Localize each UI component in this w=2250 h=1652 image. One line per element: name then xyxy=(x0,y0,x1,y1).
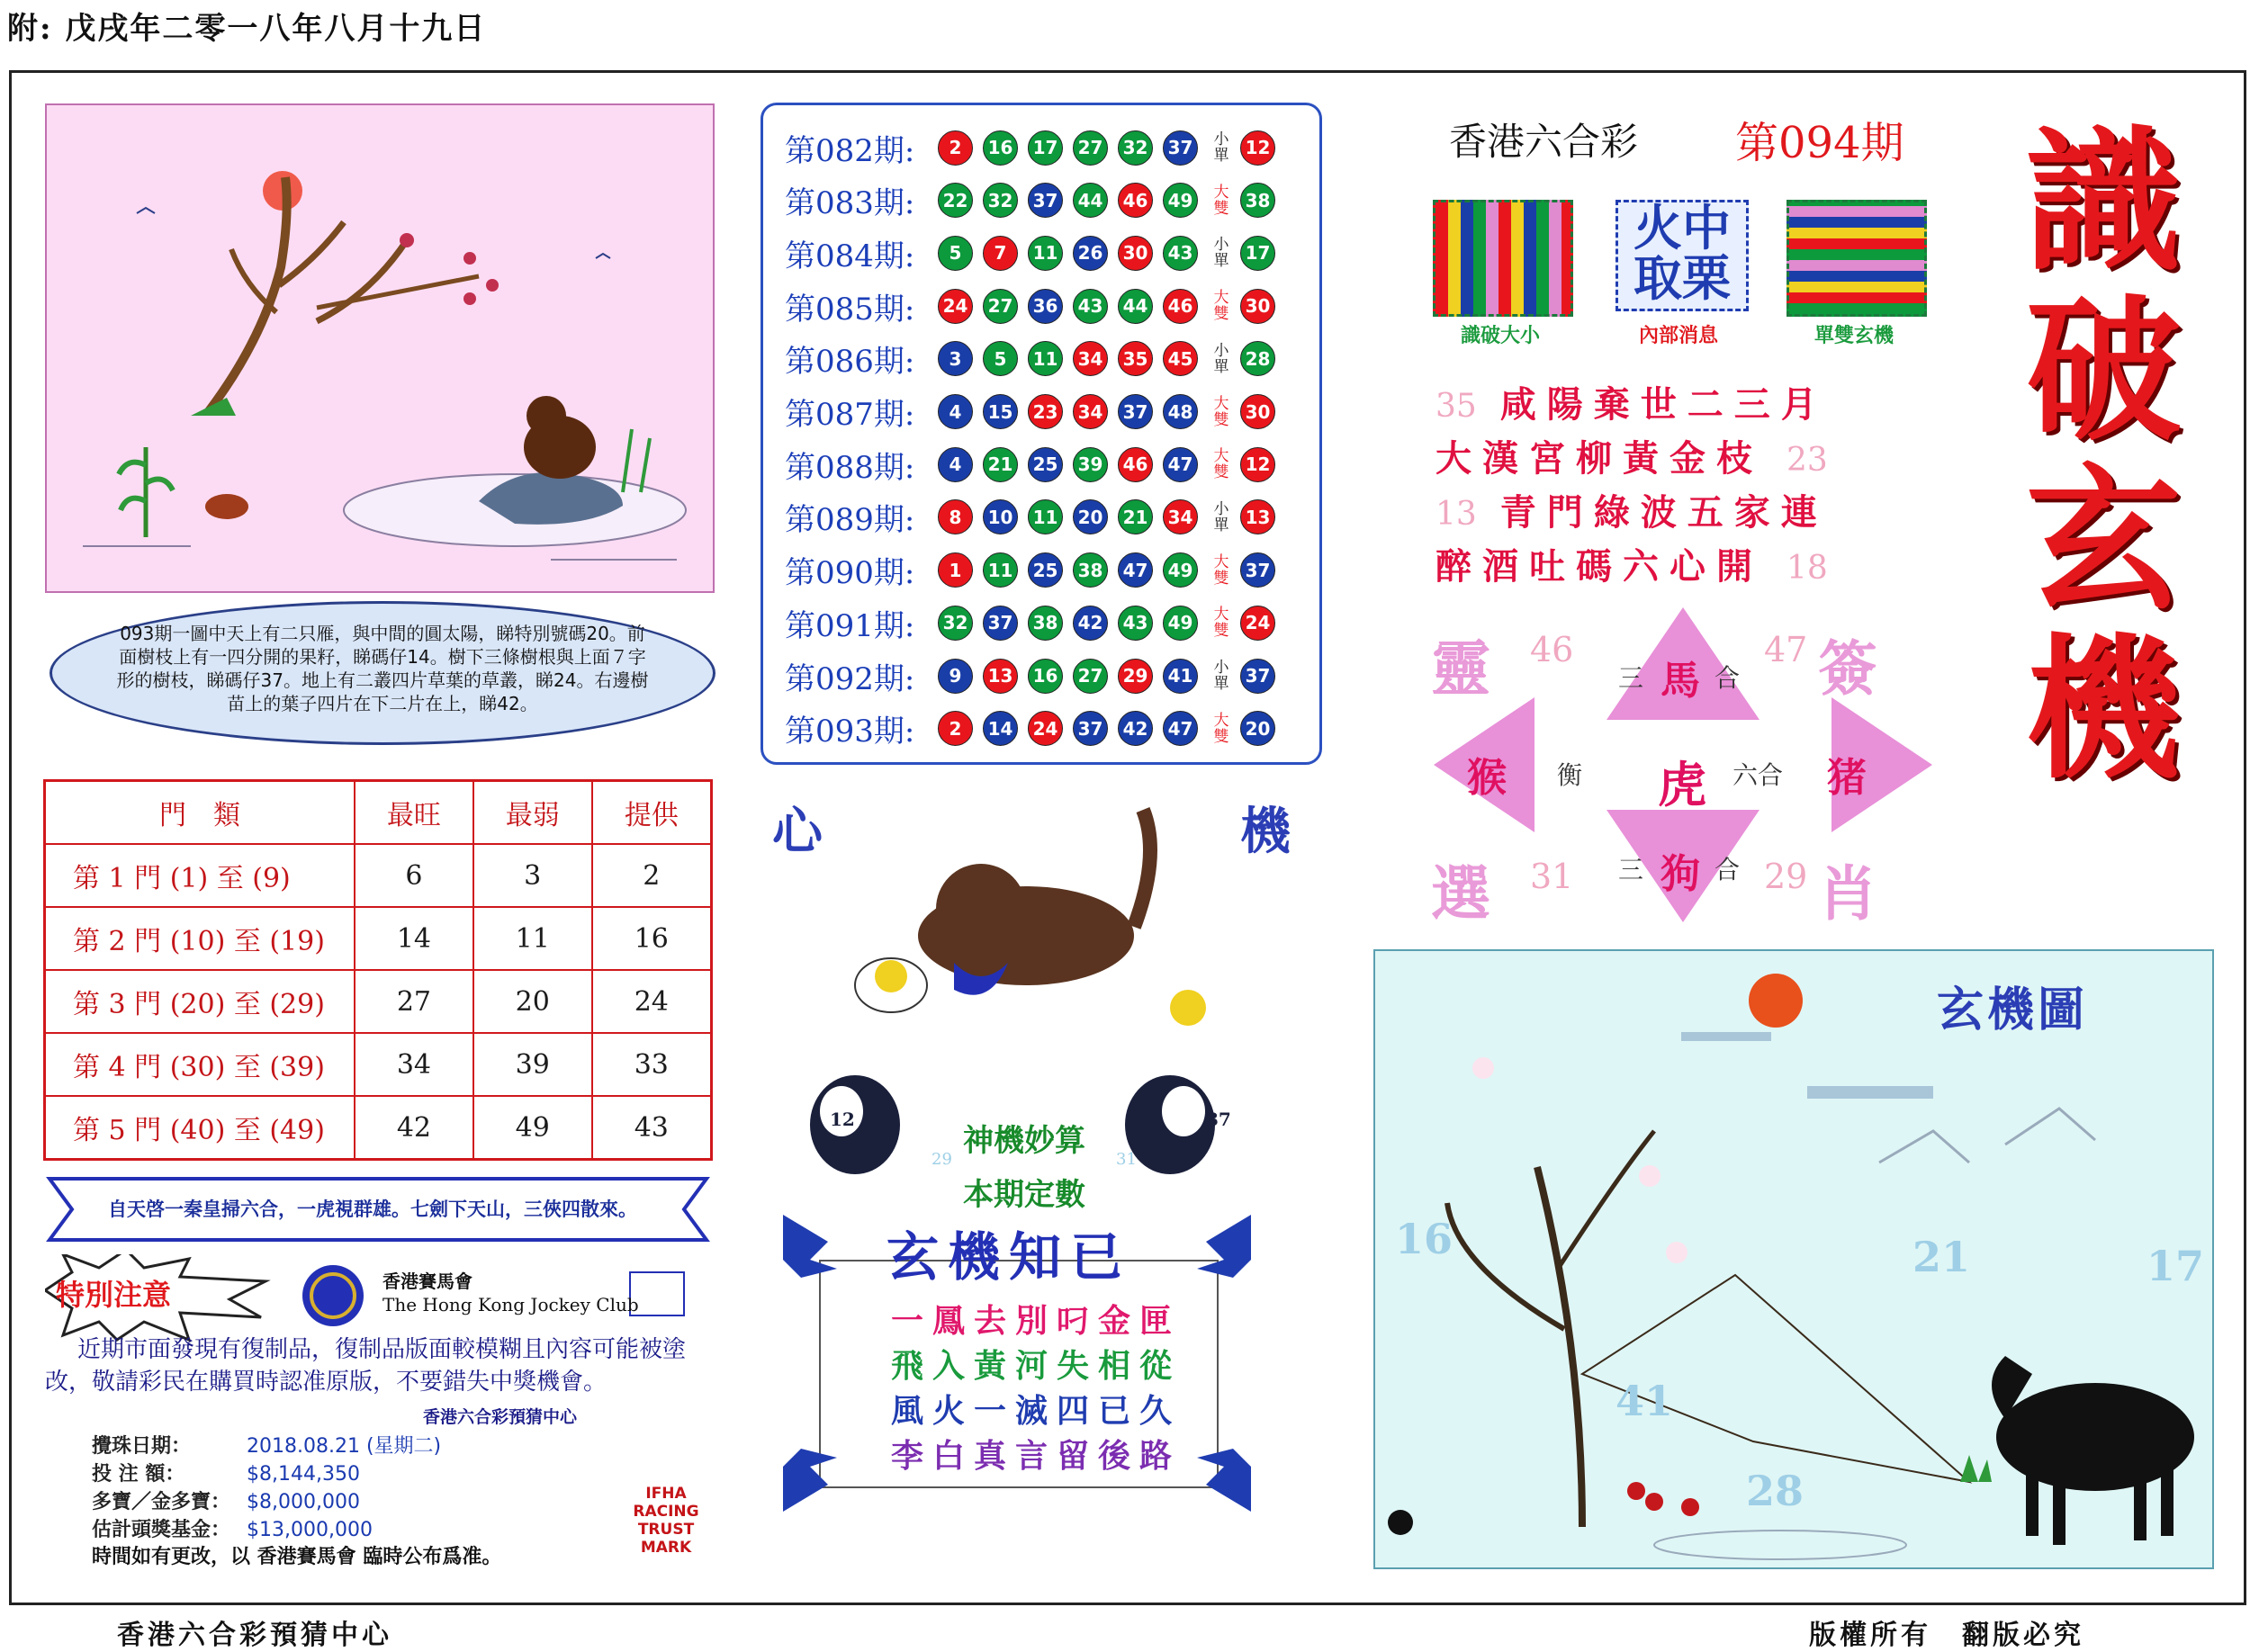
result-tag xyxy=(1208,184,1235,217)
draw-value: 2018.08.21 (星期二) xyxy=(247,1435,442,1458)
col-give: 提供 xyxy=(592,781,712,845)
special-ball: 37 xyxy=(1240,552,1275,588)
corner-glyph-tl: 靈 xyxy=(1431,633,1490,704)
result-tag xyxy=(1208,448,1235,480)
lottery-ball: 44 xyxy=(1118,289,1153,324)
gate-max: 14 xyxy=(355,907,473,970)
gate-max: 6 xyxy=(355,844,473,907)
result-tag xyxy=(1208,343,1235,375)
special-ball: 30 xyxy=(1240,289,1275,324)
gate-name: 第 1 門 (1) 至 (9) xyxy=(45,844,356,907)
lottery-ball: 27 xyxy=(983,289,1018,324)
lottery-ball: 22 xyxy=(938,183,973,218)
footer-right: 版權所有 翻版必究 xyxy=(1809,1620,2084,1651)
result-issue: 第092期: xyxy=(785,660,915,697)
result-issue: 第082期: xyxy=(785,132,915,169)
col-gate: 門 類 xyxy=(45,781,356,845)
tag-size: 大 xyxy=(1213,552,1229,571)
banner-text: 自天啓一秦皇掃六合，一虎視群雄。七劍下天山，三俠四散來。 xyxy=(108,1199,637,1220)
lottery-ball: 43 xyxy=(1163,236,1198,271)
lottery-ball: 47 xyxy=(1163,447,1198,482)
heng-label: 衡 xyxy=(1557,760,1583,790)
verse-post: 18 xyxy=(1786,550,1828,587)
result-tag xyxy=(1208,501,1235,534)
riddle-note: 093期一圖中天上有二只雁，與中間的圓太陽，睇特別號碼20。前面樹枝上有一四分開的果籽，睇碼仔14。樹下三條樹根與上面７字形的樹枝，睇碼仔37。地上有二叢四片草葉的草叢，睇24。右邊樹苗上的葉子四片在下二片在上，睇42。 xyxy=(50,601,716,745)
table-row xyxy=(45,970,712,1033)
lottery-ball: 43 xyxy=(1073,289,1108,324)
san-bottom: 三 xyxy=(1618,855,1644,884)
tag-size: 大 xyxy=(1213,289,1229,308)
diamond-num-tl: 46 xyxy=(1530,630,1574,669)
lottery-ball: 46 xyxy=(1163,289,1198,324)
huo-zhong-qu-li-box: 火中取栗 xyxy=(1616,200,1749,311)
tag-size: 大 xyxy=(1213,447,1229,466)
lottery-ball: 47 xyxy=(1163,711,1198,746)
draw-row xyxy=(92,1488,441,1516)
lottery-ball: 25 xyxy=(1028,447,1063,482)
known-title: 玄機知已 xyxy=(886,1226,1132,1288)
lottery-ball: 10 xyxy=(983,499,1018,534)
special-ball: 20 xyxy=(1240,711,1275,746)
riddle-illustration xyxy=(45,103,715,593)
zodiac-left: 猴 xyxy=(1467,755,1507,801)
lottery-ball: 47 xyxy=(1118,552,1153,588)
lottery-ball: 29 xyxy=(1118,659,1153,694)
jockey-club-en: The Hong Kong Jockey Club xyxy=(382,1294,639,1315)
cat-chicks-image xyxy=(774,801,1260,1224)
lottery-ball: 34 xyxy=(1073,394,1108,429)
result-tag xyxy=(1208,713,1235,745)
dog-left-number: 12 xyxy=(830,1109,855,1130)
result-row xyxy=(785,492,1285,543)
verse-line xyxy=(1436,538,1828,589)
lottery-ball: 32 xyxy=(1118,130,1153,166)
zodiac-right: 猪 xyxy=(1827,755,1867,801)
table-row xyxy=(45,1033,712,1096)
gate-min: 20 xyxy=(473,970,592,1033)
footer-left: 香港六合彩預猜中心 xyxy=(117,1620,392,1651)
tag-parity: 雙 xyxy=(1213,569,1229,588)
tag-size: 小 xyxy=(1213,659,1229,677)
poem-line: 飛入黃河失相從 xyxy=(891,1347,1182,1385)
lottery-ball: 42 xyxy=(1118,711,1153,746)
gate-give: 24 xyxy=(592,970,712,1033)
tag-size: 小 xyxy=(1213,499,1229,518)
mosaic-parity xyxy=(1786,200,1927,317)
lottery-ball: 46 xyxy=(1118,183,1153,218)
gate-min: 3 xyxy=(473,844,592,907)
lottery-ball: 2 xyxy=(938,130,973,166)
wing-right-glyph: 機 xyxy=(1240,802,1291,861)
gate-max: 27 xyxy=(355,970,473,1033)
result-row xyxy=(785,122,1285,173)
table-row xyxy=(45,844,712,907)
lottery-ball: 37 xyxy=(983,606,1018,641)
lottery-ball: 45 xyxy=(1163,341,1198,376)
lottery-ball: 48 xyxy=(1163,394,1198,429)
lottery-ball: 11 xyxy=(1028,499,1063,534)
result-issue: 第085期: xyxy=(785,291,915,328)
result-row xyxy=(785,597,1285,648)
tag-parity: 單 xyxy=(1213,252,1229,271)
lottery-ball: 44 xyxy=(1073,183,1108,218)
poem-line: 一鳳去別叼金匣 xyxy=(891,1302,1182,1340)
draw-row xyxy=(92,1516,441,1544)
special-ball: 17 xyxy=(1240,236,1275,271)
mosaic-size xyxy=(1433,200,1573,317)
special-ball: 38 xyxy=(1240,183,1275,218)
result-tag xyxy=(1208,606,1235,639)
gate-give: 2 xyxy=(592,844,712,907)
lottery-ball: 20 xyxy=(1073,499,1108,534)
result-issue: 第086期: xyxy=(785,344,915,381)
result-issue: 第088期: xyxy=(785,449,915,486)
lottery-ball: 27 xyxy=(1073,659,1108,694)
lottery-name: 香港六合彩 xyxy=(1449,120,1639,164)
gate-name: 第 3 門 (20) 至 (29) xyxy=(45,970,356,1033)
special-ball: 28 xyxy=(1240,341,1275,376)
scene-number: 16 xyxy=(1395,1215,1454,1263)
tag-parity: 雙 xyxy=(1213,199,1229,218)
scene-number: 17 xyxy=(2146,1242,2205,1290)
lottery-ball: 26 xyxy=(1073,236,1108,271)
result-issue: 第087期: xyxy=(785,397,915,433)
col-min: 最弱 xyxy=(473,781,592,845)
gate-give: 33 xyxy=(592,1033,712,1096)
special-ball: 30 xyxy=(1240,394,1275,429)
verse-text: 大漢宮柳黃金枝 xyxy=(1436,437,1763,480)
zodiac-center: 虎 xyxy=(1658,756,1706,813)
tree-scene-image xyxy=(47,105,713,591)
lottery-ball: 4 xyxy=(938,394,973,429)
liuhe-label: 六合 xyxy=(1732,760,1784,790)
diamond-num-tr: 47 xyxy=(1764,630,1808,669)
mosaic-parity-label: 單雙玄機 xyxy=(1814,324,1894,347)
lottery-ball: 38 xyxy=(1073,552,1108,588)
gate-give: 16 xyxy=(592,907,712,970)
lottery-ball: 2 xyxy=(938,711,973,746)
hint-line-b: 本期定數 xyxy=(963,1177,1085,1213)
title-char: 識 xyxy=(2026,110,2181,292)
lottery-ball: 24 xyxy=(938,289,973,324)
draw-footer: 時間如有更改，以 香港賽馬會 臨時公布爲准。 xyxy=(92,1546,502,1568)
lottery-ball: 46 xyxy=(1118,447,1153,482)
lottery-ball: 16 xyxy=(983,130,1018,166)
result-row xyxy=(785,228,1285,278)
result-tag xyxy=(1208,237,1235,269)
draw-row xyxy=(92,1460,441,1488)
lottery-ball: 49 xyxy=(1163,606,1198,641)
tag-parity: 單 xyxy=(1213,675,1229,693)
verse-pre: 13 xyxy=(1436,496,1477,533)
tag-size: 大 xyxy=(1213,183,1229,202)
he-bottom: 合 xyxy=(1714,855,1741,884)
result-issue: 第090期: xyxy=(785,555,915,592)
result-issue: 第083期: xyxy=(785,185,915,222)
tag-parity: 雙 xyxy=(1213,727,1229,746)
result-row xyxy=(785,387,1285,437)
lottery-ball: 11 xyxy=(1028,341,1063,376)
lottery-ball: 5 xyxy=(983,341,1018,376)
san-top: 三 xyxy=(1618,663,1644,693)
draw-label: 多寶／金多寶： xyxy=(92,1491,231,1513)
lottery-ball: 43 xyxy=(1118,606,1153,641)
tag-parity: 雙 xyxy=(1213,622,1229,641)
title-char: 玄 xyxy=(2026,448,2181,631)
tag-parity: 雙 xyxy=(1213,305,1229,324)
lottery-ball: 13 xyxy=(983,659,1018,694)
gate-name: 第 2 門 (10) 至 (19) xyxy=(45,907,356,970)
result-row xyxy=(785,704,1285,754)
lottery-ball: 37 xyxy=(1073,711,1108,746)
lottery-ball: 36 xyxy=(1028,289,1063,324)
title-char: 破 xyxy=(2026,279,2181,462)
scene-number: 21 xyxy=(1912,1233,1971,1281)
result-row xyxy=(785,651,1285,701)
lottery-ball: 11 xyxy=(983,552,1018,588)
corner-glyph-br: 肖 xyxy=(1818,858,1877,929)
lottery-ball: 17 xyxy=(1028,130,1063,166)
result-row xyxy=(785,281,1285,331)
scene-number: 28 xyxy=(1746,1467,1804,1515)
lottery-ball: 16 xyxy=(1028,659,1063,694)
tag-size: 小 xyxy=(1213,341,1229,360)
poem-line: 李白真言留後路 xyxy=(891,1437,1182,1475)
verse-line xyxy=(1436,376,1828,427)
verse-line xyxy=(1436,430,1828,481)
lottery-ball: 25 xyxy=(1028,552,1063,588)
hint-line-a: 神機妙算 xyxy=(963,1123,1085,1159)
lottery-ball: 49 xyxy=(1163,552,1198,588)
table-row xyxy=(45,1096,712,1160)
tag-size: 大 xyxy=(1213,394,1229,413)
zodiac-bottom: 狗 xyxy=(1660,851,1700,897)
tag-parity: 單 xyxy=(1213,147,1229,165)
issue-number: 第094期 xyxy=(1735,118,1904,168)
lottery-ball: 38 xyxy=(1028,606,1063,641)
verse-text: 咸陽棄世二三月 xyxy=(1499,383,1828,426)
draw-label: 估計頭獎基金： xyxy=(92,1519,231,1541)
verse-post: 23 xyxy=(1786,442,1828,479)
result-row xyxy=(785,175,1285,226)
he-top: 合 xyxy=(1714,663,1741,693)
tag-parity: 雙 xyxy=(1213,410,1229,429)
lottery-ball: 41 xyxy=(1163,659,1198,694)
lottery-ball: 3 xyxy=(938,341,973,376)
zodiac-top: 馬 xyxy=(1660,658,1700,704)
scene-number: 41 xyxy=(1616,1377,1674,1425)
special-ball: 24 xyxy=(1240,606,1275,641)
corner-glyph-tr: 簽 xyxy=(1818,633,1877,704)
gate-give: 43 xyxy=(592,1096,712,1160)
tag-size: 大 xyxy=(1213,711,1229,730)
vertical-title xyxy=(2018,110,2189,800)
gate-min: 39 xyxy=(473,1033,592,1096)
lottery-ball: 32 xyxy=(983,183,1018,218)
gate-min: 11 xyxy=(473,907,592,970)
lottery-ball: 34 xyxy=(1163,499,1198,534)
tag-size: 小 xyxy=(1213,130,1229,148)
lottery-ball: 14 xyxy=(983,711,1018,746)
lottery-ball: 37 xyxy=(1028,183,1063,218)
lottery-ball: 24 xyxy=(1028,711,1063,746)
special-ball: 12 xyxy=(1240,447,1275,482)
gate-max: 34 xyxy=(355,1033,473,1096)
lottery-ball: 15 xyxy=(983,394,1018,429)
xuanji-title: 玄機圖 xyxy=(1937,983,2089,1037)
tag-parity: 雙 xyxy=(1213,463,1229,482)
lottery-ball: 30 xyxy=(1118,236,1153,271)
center-number-b: 31 xyxy=(1116,1150,1137,1169)
result-tag xyxy=(1208,396,1235,428)
ifha-badge: IFHA RACING TRUST MARK xyxy=(633,1485,699,1557)
tag-parity: 單 xyxy=(1213,516,1229,534)
dog-right-number: 37 xyxy=(1206,1109,1231,1130)
result-issue: 第093期: xyxy=(785,714,915,750)
draw-label: 攪珠日期： xyxy=(92,1435,192,1458)
title-char: 機 xyxy=(2026,617,2181,800)
lottery-ball: 21 xyxy=(1118,499,1153,534)
result-issue: 第091期: xyxy=(785,607,915,644)
verse-pre: 35 xyxy=(1436,388,1477,425)
lottery-ball: 9 xyxy=(938,659,973,694)
center-number-a: 29 xyxy=(932,1150,952,1169)
notice-body: 近期市面發現有復制品，復制品版面較模糊且內容可能被塗改，敬請彩民在購買時認准原版，不要錯失中獎機會。 xyxy=(45,1336,687,1396)
verse-text: 青門綠波五家連 xyxy=(1499,491,1828,534)
lottery-ball: 21 xyxy=(983,447,1018,482)
gate-max: 42 xyxy=(355,1096,473,1160)
verse-text: 醉酒吐碼六心開 xyxy=(1436,545,1763,588)
lottery-ball: 27 xyxy=(1073,130,1108,166)
result-row xyxy=(785,334,1285,384)
special-ball: 12 xyxy=(1240,130,1275,166)
gate-name: 第 5 門 (40) 至 (49) xyxy=(45,1096,356,1160)
lottery-ball: 11 xyxy=(1028,236,1063,271)
mosaic-size-label: 識破大小 xyxy=(1460,324,1540,347)
lottery-ball: 34 xyxy=(1073,341,1108,376)
result-issue: 第084期: xyxy=(785,238,915,274)
lottery-ball: 4 xyxy=(938,447,973,482)
tag-size: 小 xyxy=(1213,236,1229,255)
lottery-ball: 35 xyxy=(1118,341,1153,376)
notice-sign: 香港六合彩預猜中心 xyxy=(423,1407,578,1427)
lottery-ball: 37 xyxy=(1118,394,1153,429)
gate-name: 第 4 門 (30) 至 (39) xyxy=(45,1033,356,1096)
lottery-ball: 37 xyxy=(1163,130,1198,166)
jockey-club-cn: 香港賽馬會 xyxy=(382,1270,472,1292)
tag-parity: 單 xyxy=(1213,357,1229,376)
corner-glyph-bl: 選 xyxy=(1431,858,1490,929)
lottery-ball: 39 xyxy=(1073,447,1108,482)
verse-line xyxy=(1436,484,1828,535)
inside-news-label: 內部消息 xyxy=(1638,324,1718,347)
draw-label: 投 注 額： xyxy=(92,1463,185,1486)
gate-min: 49 xyxy=(473,1096,592,1160)
table-row xyxy=(45,907,712,970)
header-date: 附: 戊戌年二零一八年八月十九日 xyxy=(7,11,487,47)
lottery-ball: 1 xyxy=(938,552,973,588)
result-tag xyxy=(1208,131,1235,164)
result-tag xyxy=(1208,660,1235,692)
tag-size: 大 xyxy=(1213,606,1229,624)
result-row xyxy=(785,545,1285,596)
result-issue: 第089期: xyxy=(785,502,915,539)
draw-value: $8,000,000 xyxy=(247,1491,360,1513)
lottery-ball: 8 xyxy=(938,499,973,534)
lottery-ball: 23 xyxy=(1028,394,1063,429)
notice-title: 特別注意 xyxy=(56,1278,172,1312)
result-row xyxy=(785,439,1285,489)
result-tag xyxy=(1208,554,1235,587)
special-ball: 13 xyxy=(1240,499,1275,534)
draw-value: $13,000,000 xyxy=(247,1519,373,1541)
diamond-num-bl: 31 xyxy=(1530,857,1574,896)
result-tag xyxy=(1208,290,1235,322)
draw-row xyxy=(92,1432,441,1460)
lottery-ball: 7 xyxy=(983,236,1018,271)
draw-value: $8,144,350 xyxy=(247,1463,360,1486)
wing-left-glyph: 心 xyxy=(772,802,823,861)
gate-table-header xyxy=(45,781,712,845)
draw-info xyxy=(92,1432,441,1544)
gate-table xyxy=(43,779,713,1161)
special-ball: 37 xyxy=(1240,659,1275,694)
lottery-ball: 42 xyxy=(1073,606,1108,641)
lottery-ball: 49 xyxy=(1163,183,1198,218)
lottery-ball: 32 xyxy=(938,606,973,641)
poem-line: 風火一滅四已久 xyxy=(891,1392,1182,1430)
diamond-num-br: 29 xyxy=(1764,857,1808,896)
lottery-ball: 5 xyxy=(938,236,973,271)
col-max: 最旺 xyxy=(355,781,473,845)
